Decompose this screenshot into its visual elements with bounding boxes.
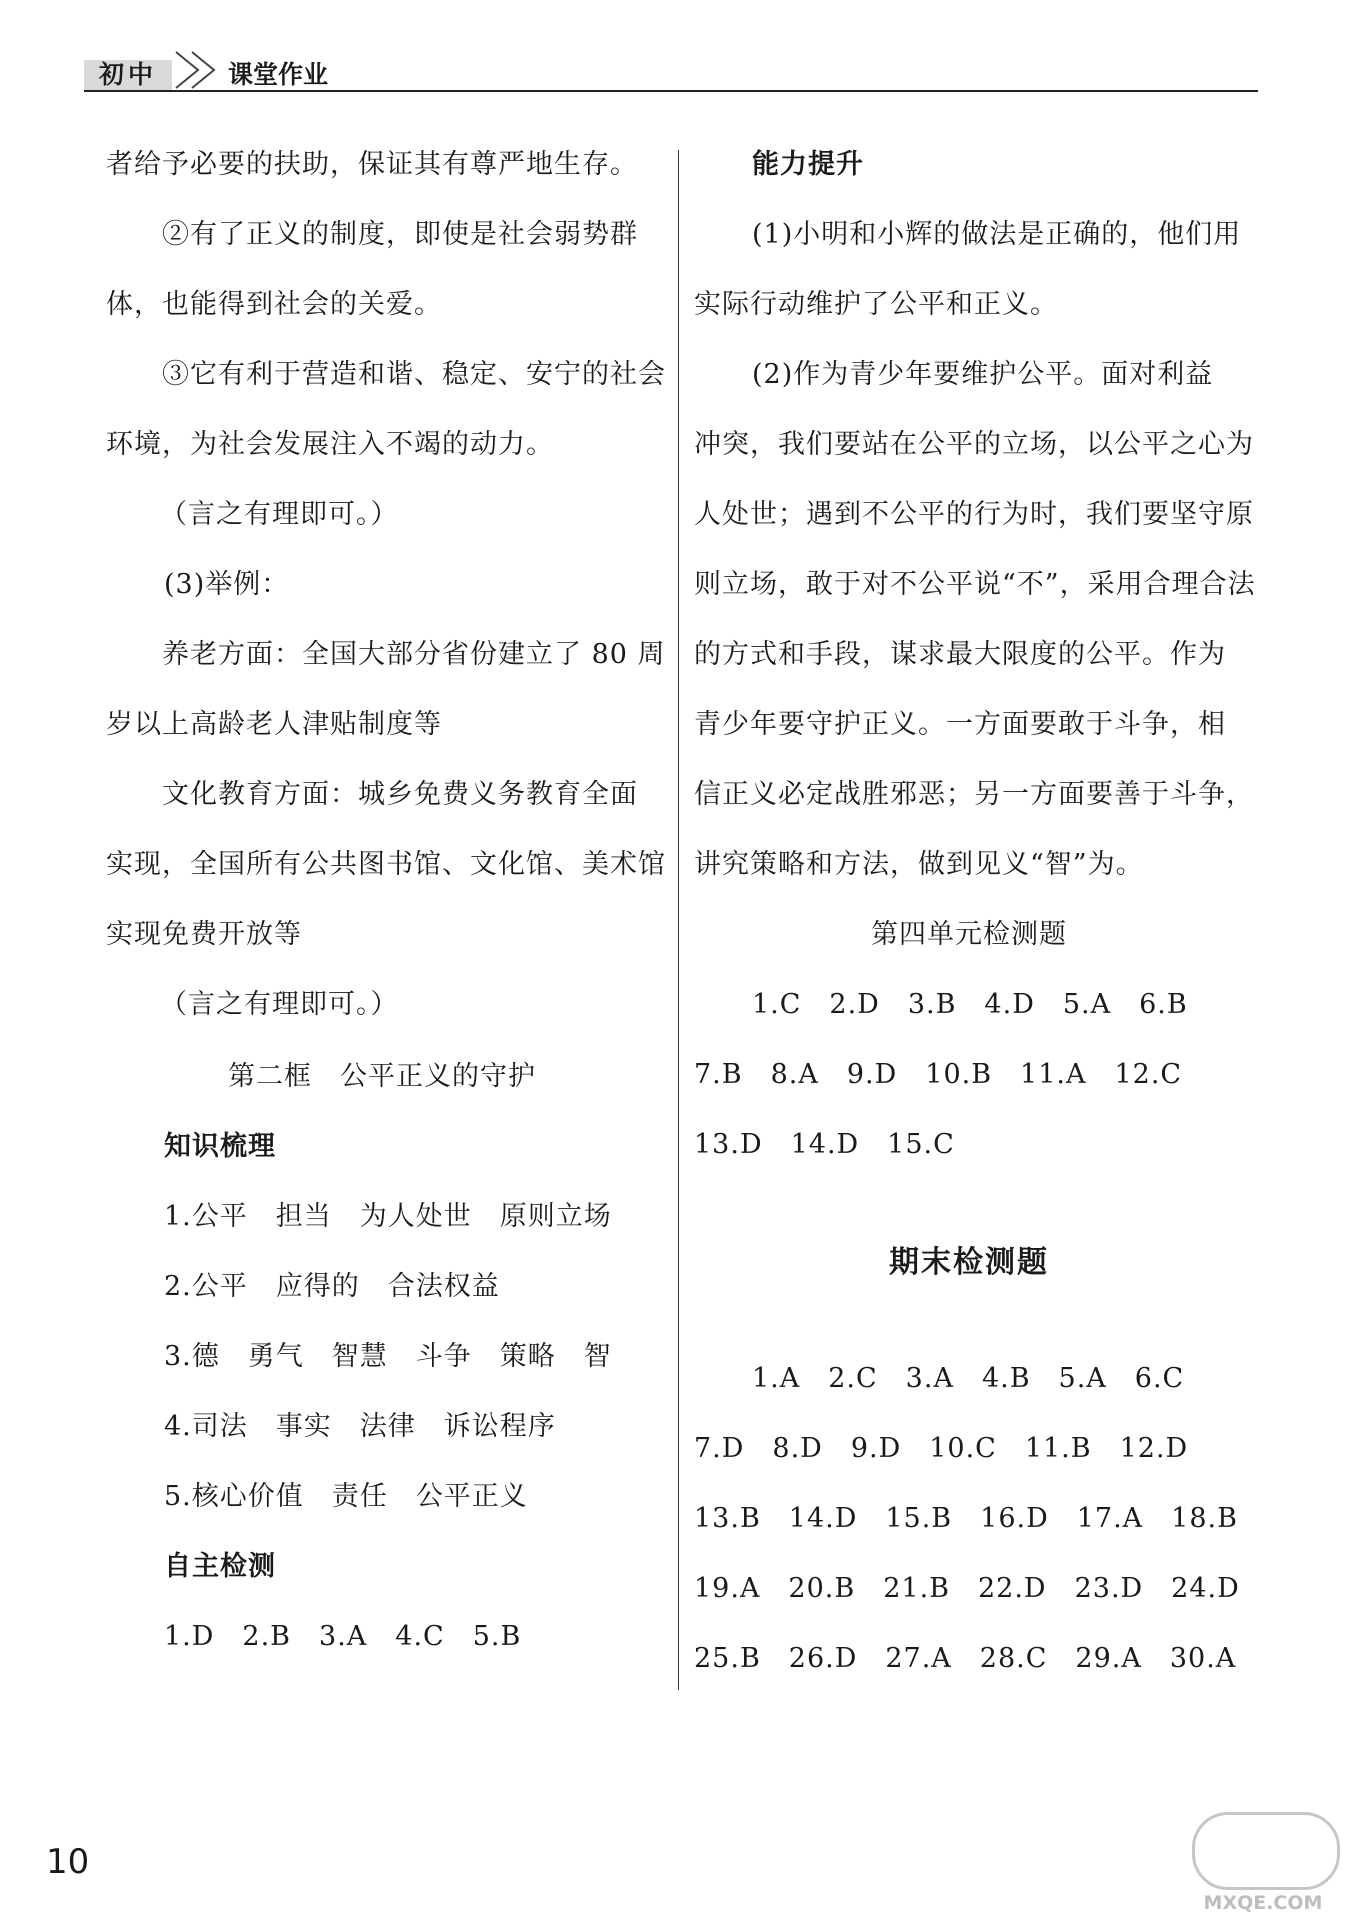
answer-row: 25.B 26.D 27.A 28.C 29.A 30.A [694, 1643, 1237, 1674]
book-title: 课堂作业 [228, 60, 329, 89]
knowledge-item: 5.核心价值 责任 公平正义 [164, 1481, 528, 1512]
text-line: ②有了正义的制度，即使是社会弱势群 [162, 219, 638, 250]
text-line: 实际行动维护了公平和正义。 [694, 289, 1058, 320]
unit4-title: 第四单元检测题 [871, 919, 1067, 950]
final-exam-title: 期末检测题 [889, 1245, 1049, 1280]
page-header [84, 48, 1258, 92]
text-line: 冲突，我们要站在公平的立场，以公平之心为 [694, 429, 1254, 460]
text-line: (3)举例： [164, 569, 290, 600]
answer-row: 7.B 8.A 9.D 10.B 11.A 12.C [694, 1059, 1183, 1090]
text-line: 的方式和手段，谋求最大限度的公平。作为 [694, 639, 1226, 670]
text-line: 实现，全国所有公共图书馆、文化馆、美术馆 [106, 849, 666, 880]
watermark [1192, 1812, 1334, 1920]
knowledge-item: 4.司法 事实 法律 诉讼程序 [164, 1411, 556, 1442]
text-line: 者给予必要的扶助，保证其有尊严地生存。 [106, 149, 638, 180]
text-line: 体，也能得到社会的关爱。 [106, 289, 442, 320]
grade-tag: 初中 [84, 60, 172, 90]
answer-row: 1.A 2.C 3.A 4.B 5.A 6.C [752, 1363, 1185, 1394]
text-line: 讲究策略和方法，做到见义“智”为。 [694, 849, 1144, 880]
text-line: 养老方面：全国大部分省份建立了 80 周 [162, 639, 666, 670]
answer-row: 19.A 20.B 21.B 22.D 23.D 24.D [694, 1573, 1240, 1604]
text-line: 信正义必定战胜邪恶；另一方面要善于斗争， [694, 779, 1254, 810]
knowledge-item: 2.公平 应得的 合法权益 [164, 1271, 500, 1302]
text-line: 则立场，敢于对不公平说“不”，采用合理合法 [694, 569, 1256, 600]
knowledge-item: 1.公平 担当 为人处世 原则立场 [164, 1201, 612, 1232]
text-line: 岁以上高龄老人津贴制度等 [106, 709, 442, 740]
knowledge-heading: 知识梳理 [164, 1131, 276, 1162]
column-divider [678, 150, 679, 1690]
double-chevron-icon [170, 48, 226, 92]
text-line: 实现免费开放等 [106, 919, 302, 950]
text-line: (2)作为青少年要维护公平。面对利益 [752, 359, 1214, 390]
text-line: （言之有理即可。） [160, 989, 399, 1020]
ability-heading: 能力提升 [752, 149, 864, 180]
text-line: 人处世；遇到不公平的行为时，我们要坚守原 [694, 499, 1254, 530]
watermark-text: MXQE.COM [1203, 1892, 1323, 1914]
header-rule [84, 90, 1258, 92]
answer-row: 7.D 8.D 9.D 10.C 11.B 12.D [694, 1433, 1189, 1464]
answer-row: 13.D 14.D 15.C [694, 1129, 955, 1160]
knowledge-item: 3.德 勇气 智慧 斗争 策略 智 [164, 1341, 612, 1372]
page-number: 10 [46, 1842, 90, 1882]
text-line: (1)小明和小辉的做法是正确的，他们用 [752, 219, 1242, 250]
text-line: ③它有利于营造和谐、稳定、安宁的社会 [162, 359, 666, 390]
text-line: 环境，为社会发展注入不竭的动力。 [106, 429, 554, 460]
watermark-logo-icon [1192, 1812, 1340, 1890]
answer-row: 1.C 2.D 3.B 4.D 5.A 6.B [752, 989, 1188, 1020]
answer-row: 13.B 14.D 15.B 16.D 17.A 18.B [694, 1503, 1238, 1534]
text-line: 青少年要守护正义。一方面要敢于斗争，相 [694, 709, 1226, 740]
self-check-answers: 1.D 2.B 3.A 4.C 5.B [164, 1621, 522, 1652]
section-title: 第二框 公平正义的守护 [228, 1061, 536, 1092]
self-check-heading: 自主检测 [164, 1551, 276, 1582]
text-line: 文化教育方面：城乡免费义务教育全面 [162, 779, 638, 810]
text-line: （言之有理即可。） [160, 499, 399, 530]
